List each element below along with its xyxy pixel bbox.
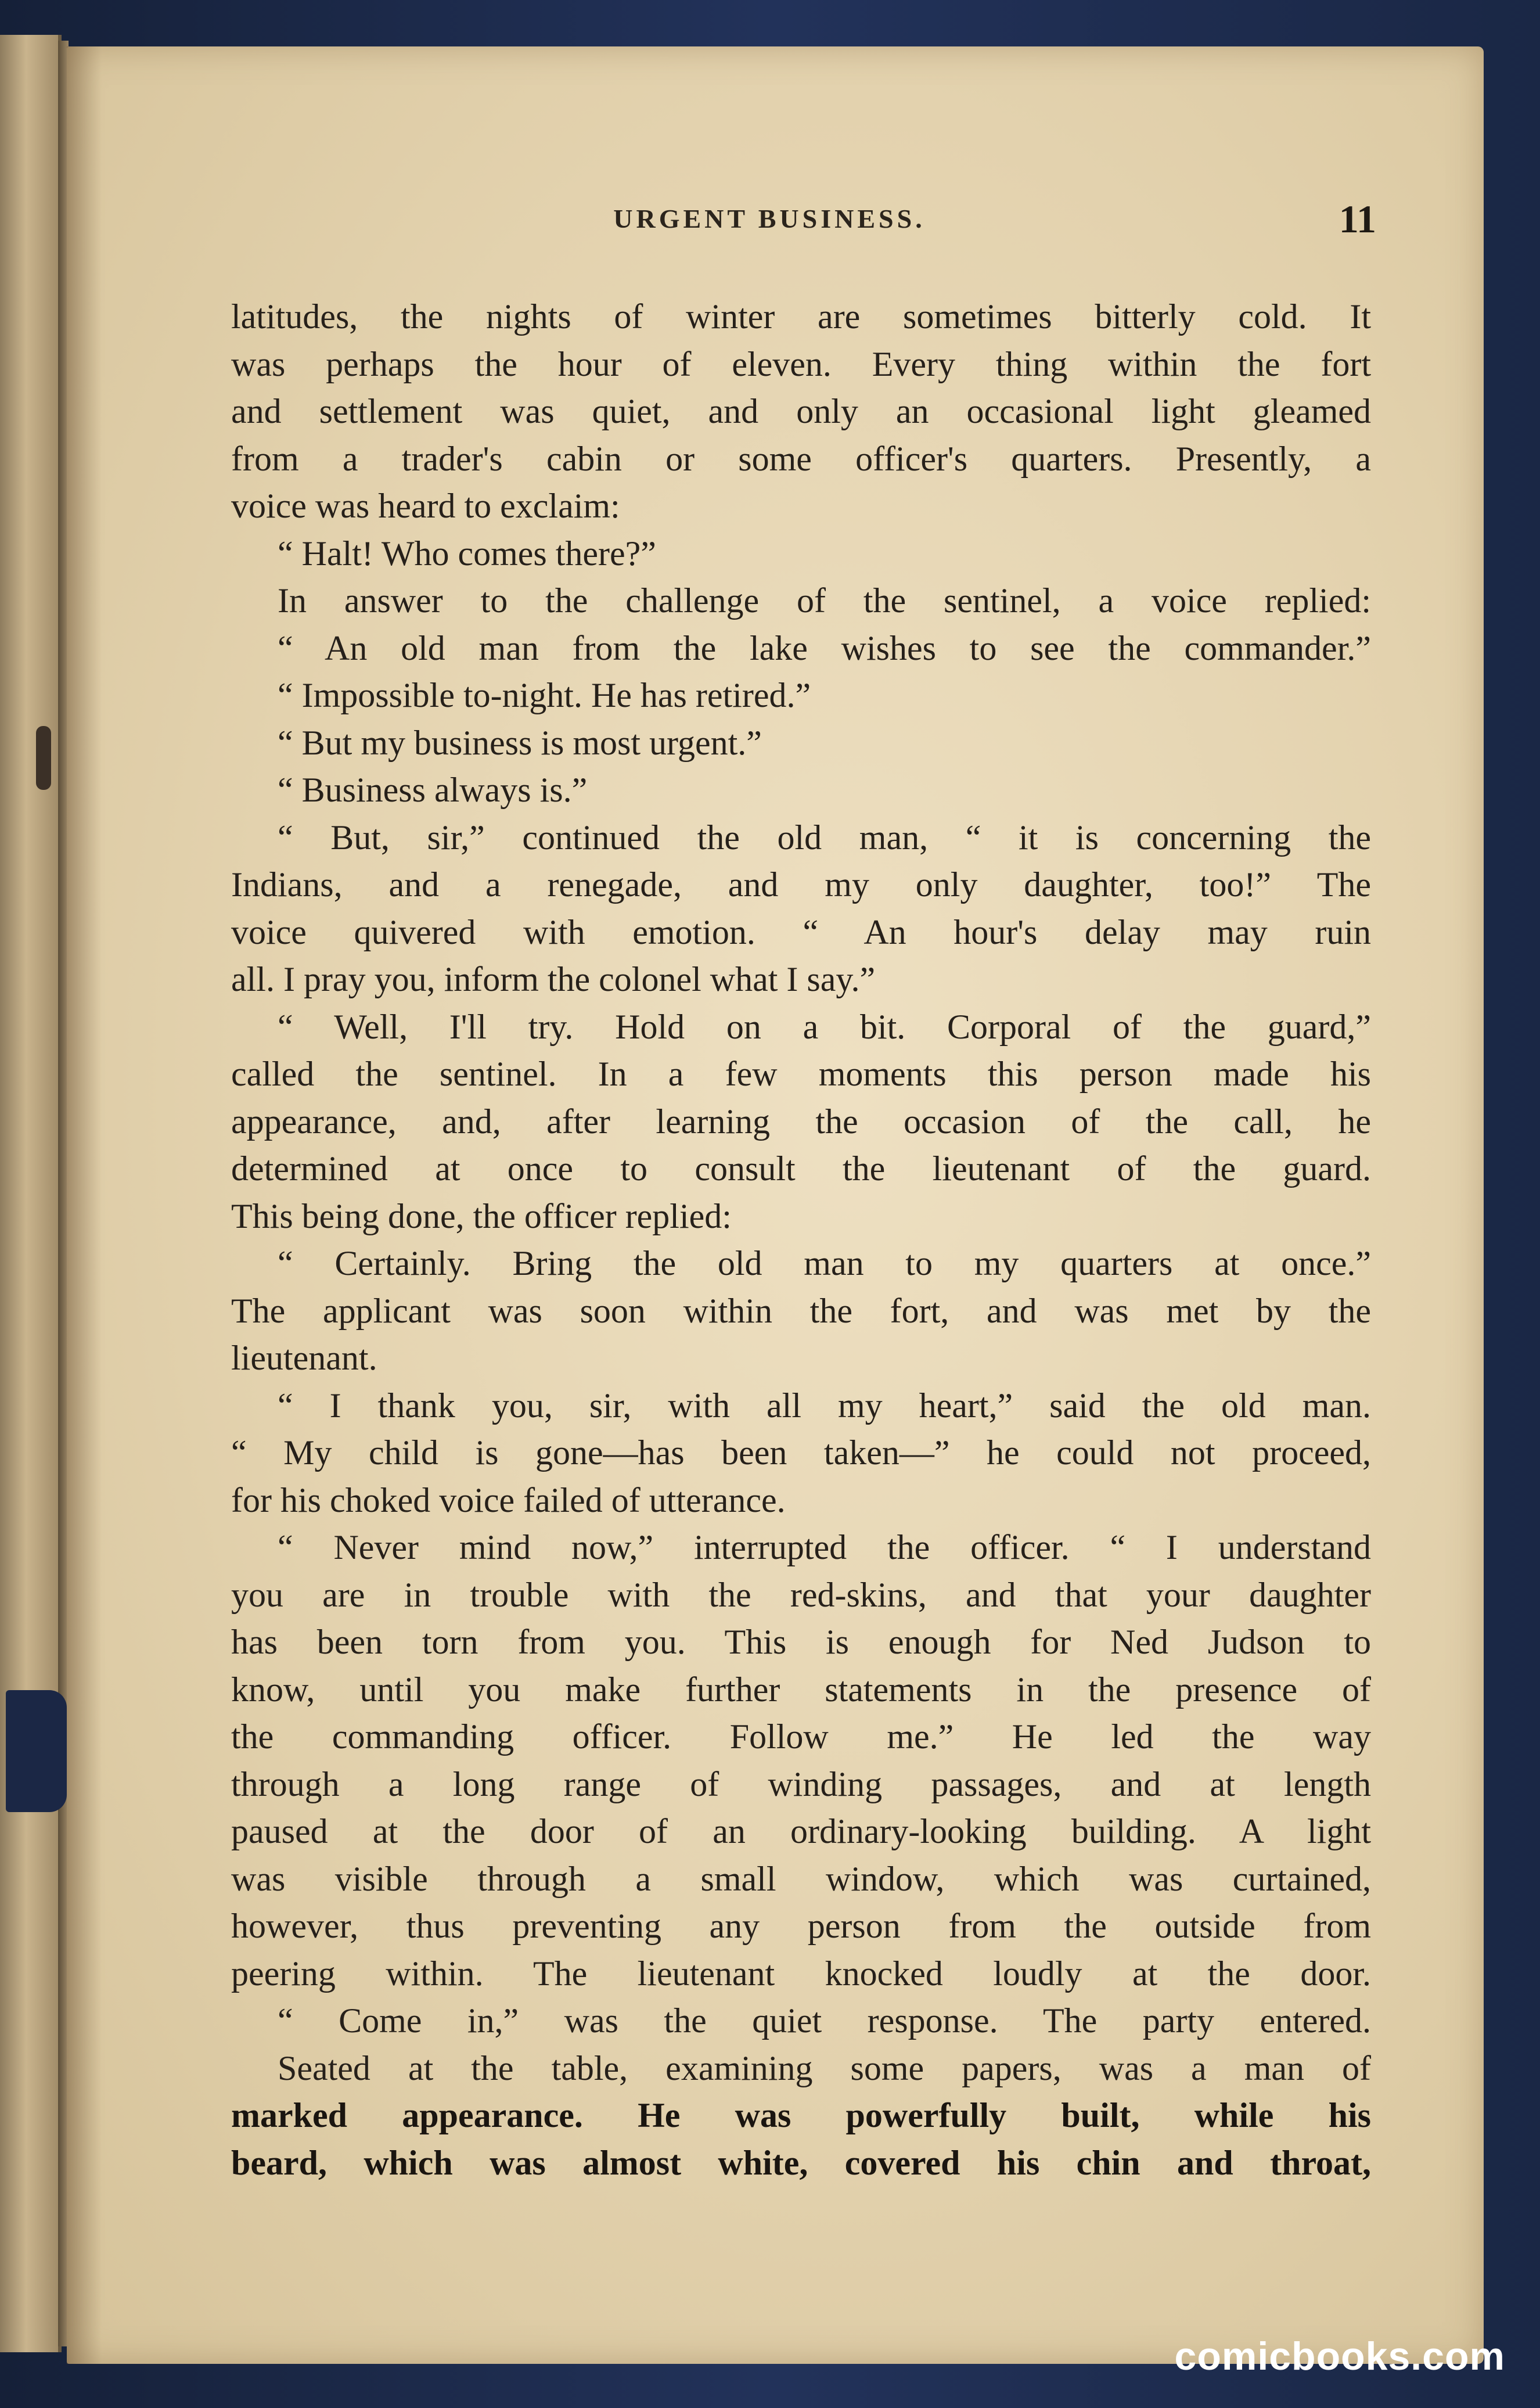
text-line: and settlement was quiet, and only an occasional light gleamed xyxy=(231,392,1371,430)
text-line: however, thus preventing any person from the outside from xyxy=(231,1907,1371,1945)
text-line: was perhaps the hour of eleven. Every thing within the fort xyxy=(231,344,1371,383)
text-line: “ Come in,” was the quiet response. The party entered. xyxy=(278,2001,1371,2040)
page-number: 11 xyxy=(1338,197,1376,241)
spine-tear xyxy=(6,1690,67,1812)
text-line: beard, which was almost white, covered his chin and throat, xyxy=(231,2143,1371,2182)
text-line: from a trader's cabin or some officer's quarters. Presently, a xyxy=(231,439,1371,478)
text-line: marked appearance. He was powerfully built, while his xyxy=(231,2096,1371,2134)
text-line: the commanding officer. Follow me.” He led the way xyxy=(231,1717,1371,1756)
text-line: has been torn from you. This is enough for Ned Judson to xyxy=(231,1623,1371,1661)
text-line: for his choked voice failed of utterance. xyxy=(231,1480,786,1519)
text-line: voice was heard to exclaim: xyxy=(231,487,620,525)
watermark: comicbooks.com xyxy=(1174,2334,1505,2378)
text-line: Indians, and a renegade, and my only daughter, too!” The xyxy=(231,865,1371,904)
text-line: “ But my business is most urgent.” xyxy=(278,723,762,762)
text-line: paused at the door of an ordinary-looking building. A light xyxy=(231,1812,1371,1850)
text-line: “ Never mind now,” interrupted the officer. “ I understand xyxy=(278,1528,1371,1566)
body-text xyxy=(231,293,1371,2187)
text-line: determined at once to consult the lieutenant of the guard. xyxy=(231,1149,1371,1188)
text-line: latitudes, the nights of winter are sometimes bitterly cold. It xyxy=(231,297,1371,336)
text-line: “ Halt! Who comes there?” xyxy=(278,534,656,573)
text-line: “ Well, I'll try. Hold on a bit. Corporal of the guard,” xyxy=(278,1007,1371,1046)
gutter-shadow xyxy=(67,46,102,2364)
text-line: you are in trouble with the red-skins, and that your daughter xyxy=(231,1575,1371,1614)
text-line: “ Impossible to-night. He has retired.” xyxy=(278,676,811,714)
text-line: through a long range of winding passages, and at length xyxy=(231,1764,1371,1803)
text-line: peering within. The lieutenant knocked loudly at the door. xyxy=(231,1954,1371,1993)
text-line: “ But, sir,” continued the old man, “ it is concerning the xyxy=(278,818,1371,857)
text-line: was visible through a small window, which was curtained, xyxy=(231,1859,1371,1898)
text-line: The applicant was soon within the fort, and was met by the xyxy=(231,1291,1371,1330)
text-line: Seated at the table, examining some papers, was a man of xyxy=(278,2048,1371,2087)
text-line: lieutenant. xyxy=(231,1339,377,1377)
text-line: all. I pray you, inform the colonel what I say.” xyxy=(231,960,876,998)
binding-pin xyxy=(36,726,51,790)
text-line: know, until you make further statements in the presence of xyxy=(231,1670,1371,1709)
text-line: “ I thank you, sir, with all my heart,” said the old man. xyxy=(278,1386,1371,1425)
text-line: appearance, and, after learning the occasion of the call, he xyxy=(231,1102,1371,1141)
text-line: This being done, the officer replied: xyxy=(231,1196,732,1235)
text-line: In answer to the challenge of the sentinel, a voice replied: xyxy=(278,581,1371,620)
text-line: called the sentinel. In a few moments this person made his xyxy=(231,1055,1371,1093)
running-head: URGENT BUSINESS. xyxy=(613,204,926,233)
text-line: voice quivered with emotion. “ An hour's delay may ruin xyxy=(231,912,1371,951)
text-line: “ Certainly. Bring the old man to my quarters at once.” xyxy=(278,1244,1371,1282)
page-header xyxy=(232,196,1388,249)
book-spine xyxy=(0,35,62,2352)
text-line: “ An old man from the lake wishes to see the commander.” xyxy=(278,628,1371,667)
text-line: “ Business always is.” xyxy=(278,771,588,809)
text-line: “ My child is gone—has been taken—” he could not proceed, xyxy=(231,1433,1371,1472)
